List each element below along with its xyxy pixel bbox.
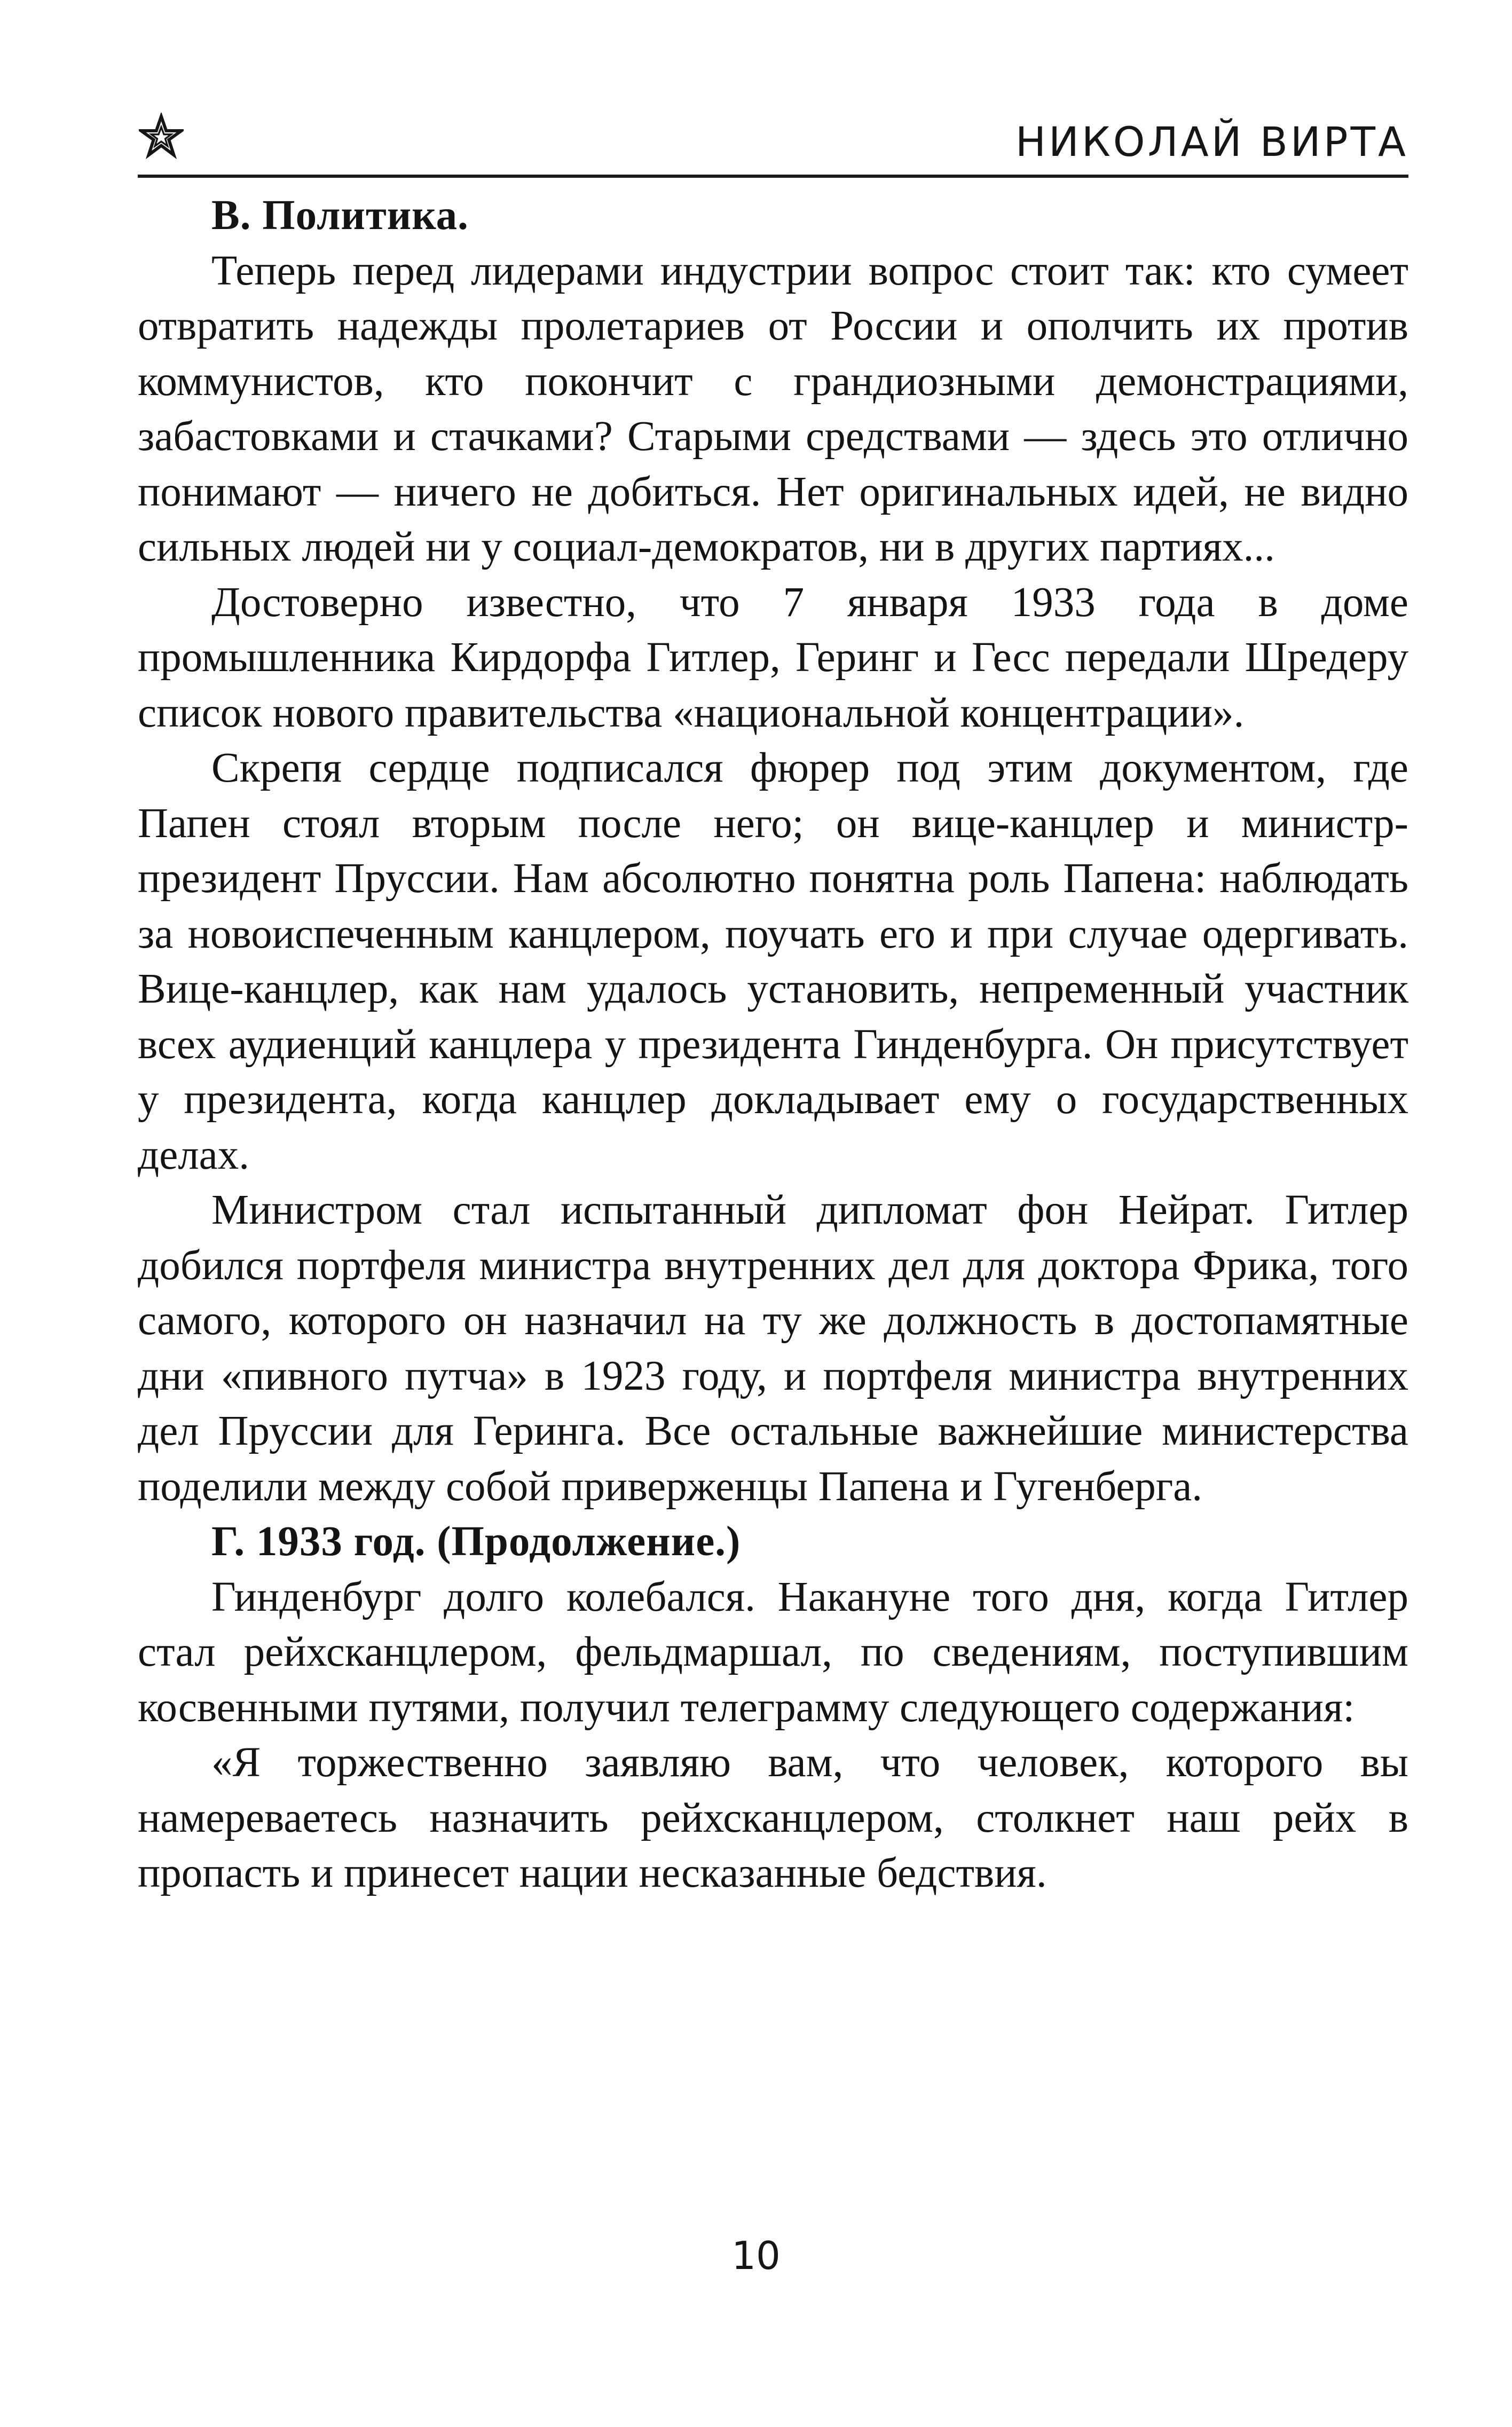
section-heading: В. Политика. [211, 192, 469, 239]
page-number: 10 [731, 2233, 781, 2278]
paragraph: Скрепя сердце подписался фюрер под этим документом, где Папен стоял вторым после него; он вице-канцлер и министр-президент Пруссии. Нам абсолютно понятна роль Папена: наблюдать за новоиспеченным канцлером, поучать его и при случае одергивать. Вице-канцлер, как нам удалось установить, непременный участник всех аудиенций канцлера у президента Гинденбурга. Он присутствует у президента, когда канцлер докладывает ему о государственных делах. [138, 745, 1408, 1178]
paragraph: Гинденбург долго колебался. Накануне того дня, когда Гитлер стал рейхсканцлером, фельдмаршал, по сведениям, поступившим косвенными путями, получил телеграмму следующего содержания: [138, 1573, 1408, 1731]
paragraph: Достоверно известно, что 7 января 1933 года в доме промышленника Кирдорфа Гитлер, Геринг и Гесс передали Шредеру список нового правительства «национальной концентрации». [138, 579, 1408, 736]
paragraph: «Я торжественно заявляю вам, что человек, которого вы намереваетесь назначить рейхсканцлером, столкнет наш рейх в пропасть и принесет нации несказанные бедствия. [138, 1739, 1408, 1896]
star-outline-icon [139, 113, 184, 160]
running-head: НИКОЛАЙ ВИРТА [1015, 118, 1408, 166]
main-text [138, 188, 1408, 1901]
page-header [138, 109, 1408, 176]
section-heading: Г. 1933 год. (Продолжение.) [211, 1518, 741, 1565]
paragraph: Теперь перед лидерами индустрии вопрос стоит так: кто сумеет отвратить надежды пролетариев от России и ополчить их против коммунистов, кто покончит с грандиозными демонстрациями, забастовками и стачками? Старыми средствами — здесь это отлично понимают — ничего не добиться. Нет оригинальных идей, не видно сильных людей ни у социал-демократов, ни в других партиях... [138, 247, 1408, 570]
header-rule [138, 175, 1408, 178]
paragraph: Министром стал испытанный дипломат фон Нейрат. Гитлер добился портфеля министра внутренних дел для доктора Фрика, того самого, которого он назначил на ту же должность в достопамятные дни «пивного путча» в 1923 году, и портфеля министра внутренних дел Пруссии для Геринга. Все остальные важнейшие министерства поделили между собой приверженцы Папена и Гугенберга. [138, 1187, 1408, 1510]
